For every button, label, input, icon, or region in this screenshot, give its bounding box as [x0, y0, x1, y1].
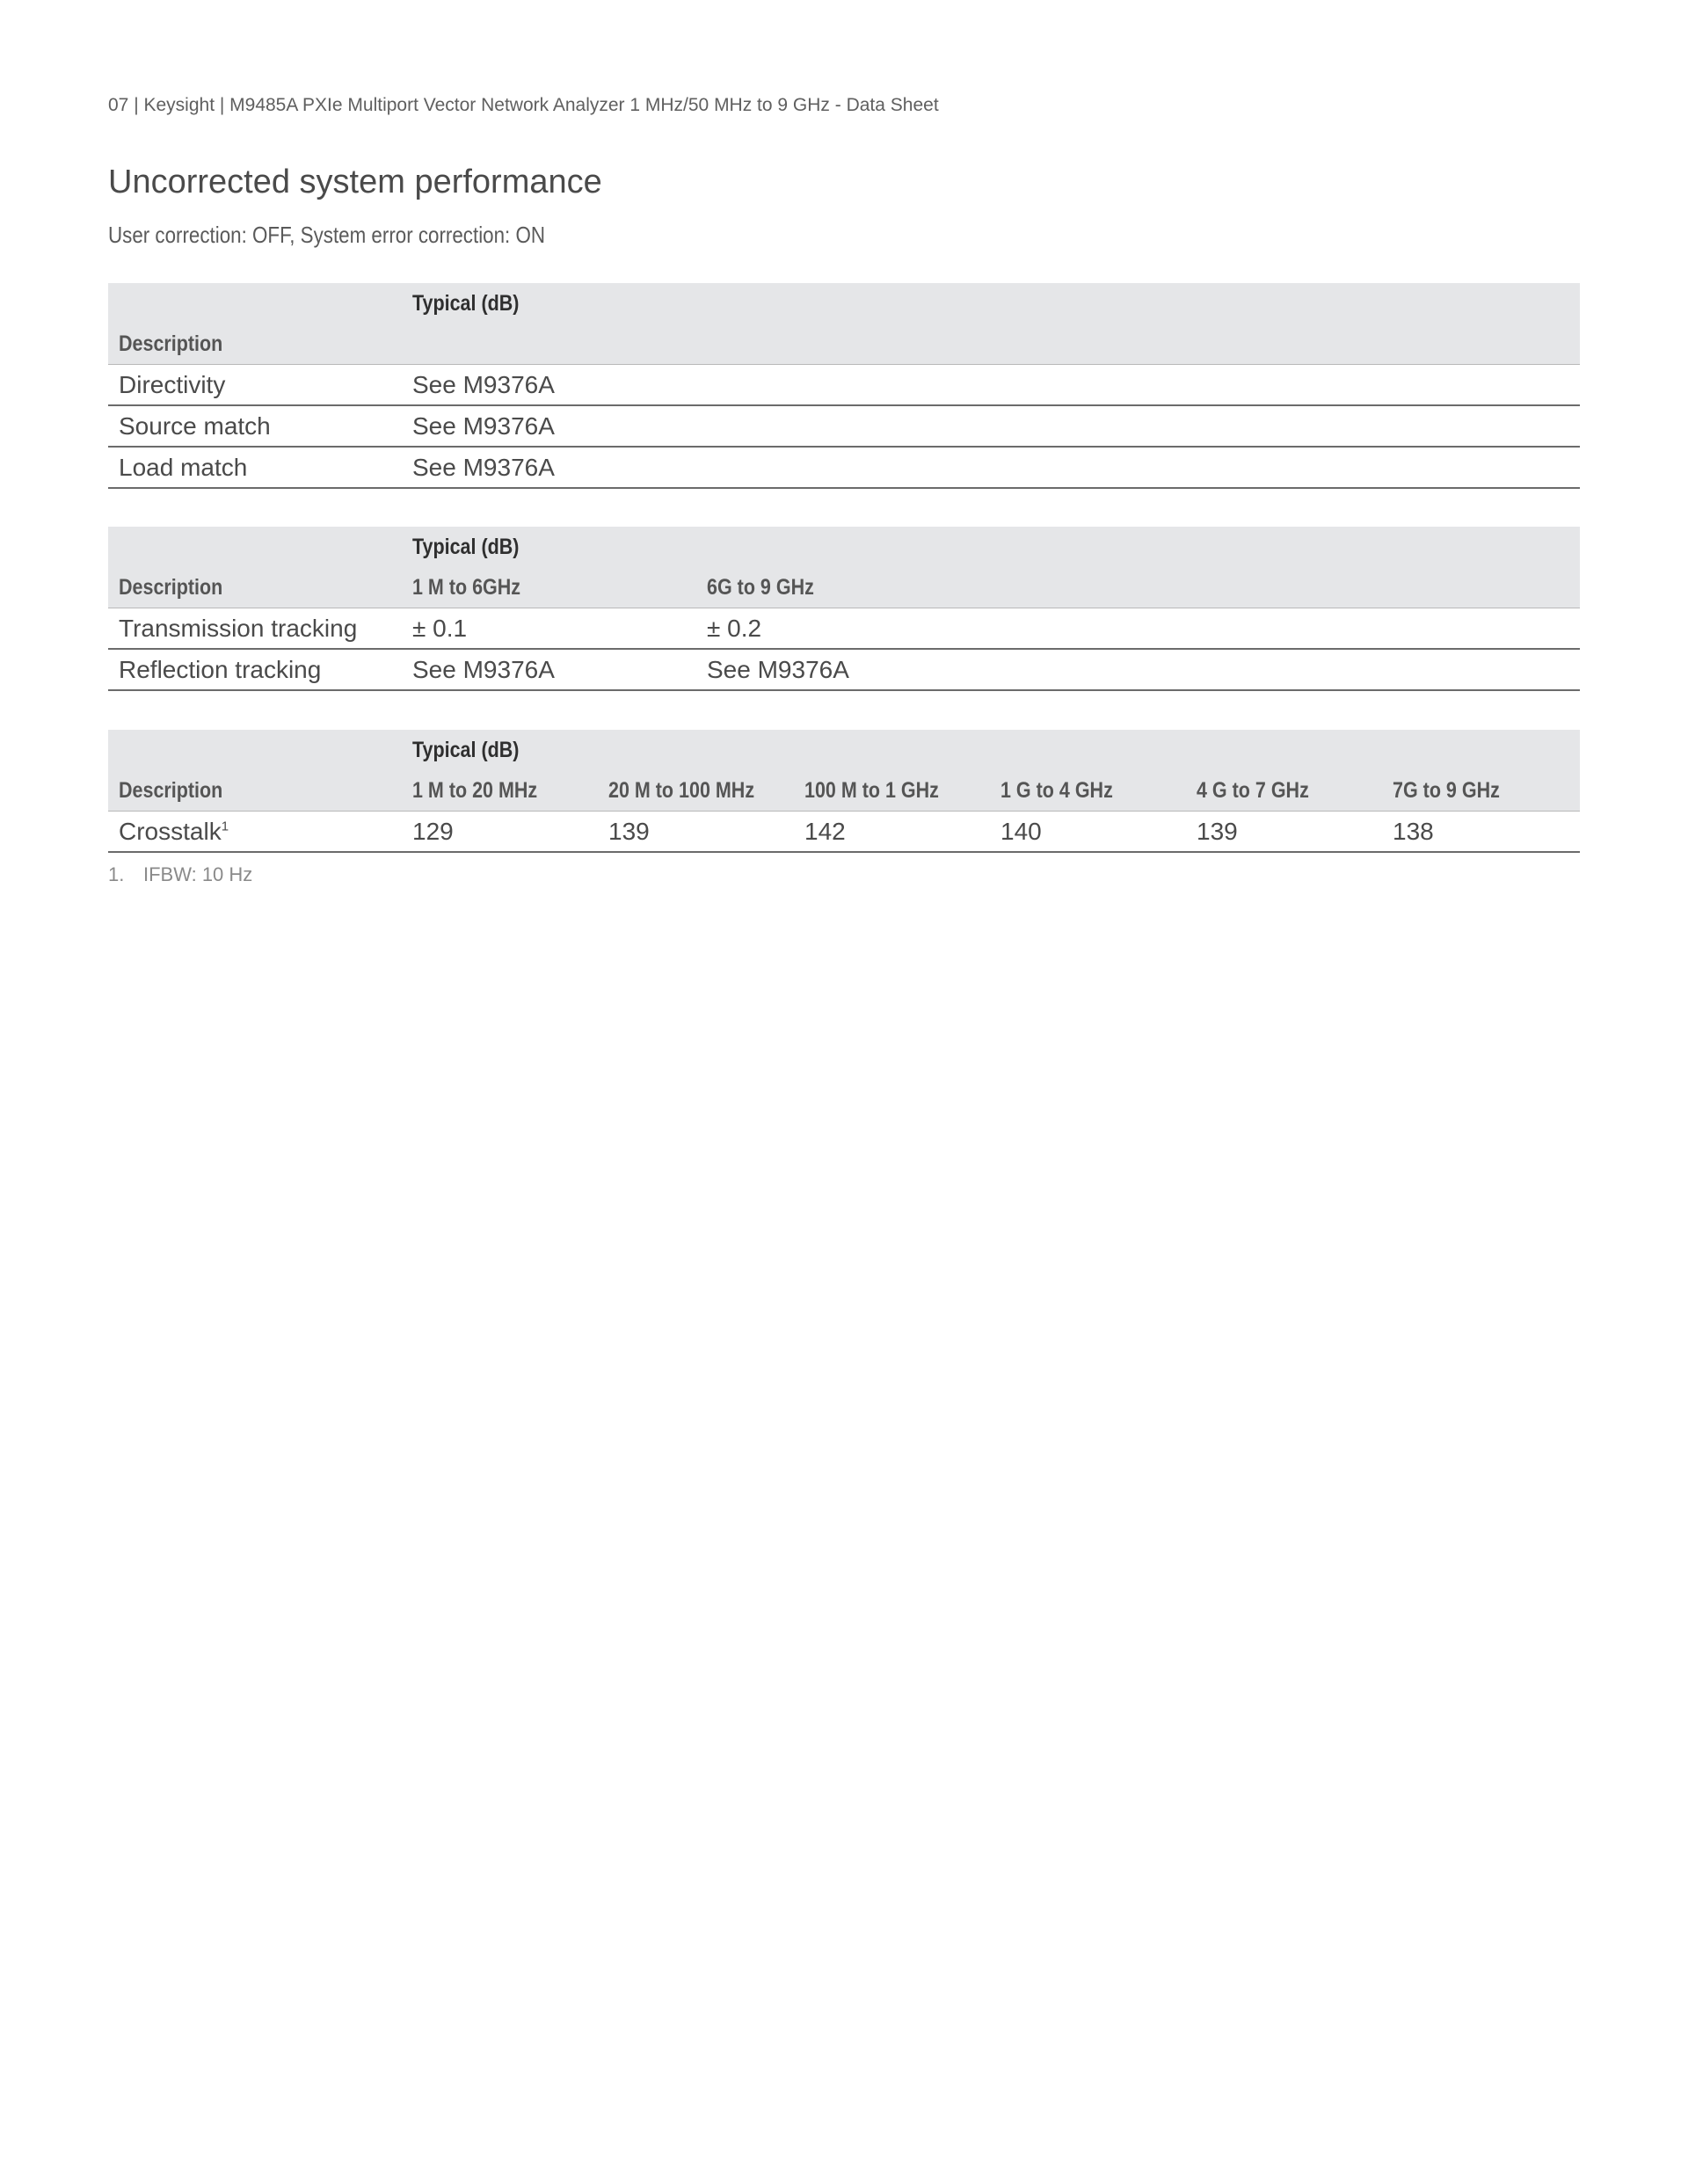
row-description: Transmission tracking	[108, 608, 402, 650]
header-description: Description	[108, 770, 402, 812]
row-description-text: Crosstalk	[119, 817, 222, 845]
header-column: 20 M to 100 MHz	[598, 770, 794, 812]
header-column: 6G to 9 GHz	[696, 567, 1580, 608]
header-description: Description	[108, 567, 402, 608]
header-column: 4 G to 7 GHz	[1186, 770, 1382, 812]
row-value: See M9376A	[402, 649, 696, 690]
row-description	[108, 812, 402, 853]
header-typical: Typical (dB)	[402, 283, 1580, 324]
section-subtitle: User correction: OFF, System error correction: ON	[108, 222, 545, 248]
table-row	[108, 405, 1580, 447]
table-header-row	[108, 283, 1580, 324]
header-column: 1 M to 20 MHz	[402, 770, 598, 812]
header-cell-empty	[108, 730, 402, 770]
header-column: 100 M to 1 GHz	[794, 770, 990, 812]
row-value: 138	[1382, 812, 1580, 853]
footnote-text: IFBW: 10 Hz	[143, 863, 253, 885]
header-cell-empty	[108, 283, 402, 324]
row-value: ± 0.2	[696, 608, 1580, 650]
table-header-row	[108, 567, 1580, 608]
footnote-number: 1.	[108, 863, 125, 885]
row-value: See M9376A	[402, 405, 1580, 447]
row-value: 142	[794, 812, 990, 853]
spec-table-match	[108, 283, 1580, 489]
header-column: 1 M to 6GHz	[402, 567, 696, 608]
header-cell-empty	[108, 527, 402, 567]
row-value: See M9376A	[402, 365, 1580, 406]
section-title: Uncorrected system performance	[108, 164, 602, 200]
table-header-row	[108, 730, 1580, 770]
row-value: 139	[1186, 812, 1382, 853]
row-value: See M9376A	[696, 649, 1580, 690]
table-row	[108, 447, 1580, 488]
footnote	[108, 863, 252, 886]
header-typical: Typical (dB)	[402, 730, 1580, 770]
footnote-ref: 1	[221, 819, 229, 834]
row-description: Source match	[108, 405, 402, 447]
table-row	[108, 812, 1580, 853]
table-header-row	[108, 770, 1580, 812]
spec-table-crosstalk	[108, 730, 1580, 853]
table-row	[108, 649, 1580, 690]
header-typical: Typical (dB)	[402, 527, 1580, 567]
header-column: 7G to 9 GHz	[1382, 770, 1580, 812]
table-header-row	[108, 527, 1580, 567]
row-value: 129	[402, 812, 598, 853]
table-header-row	[108, 324, 1580, 365]
row-value: 139	[598, 812, 794, 853]
header-cell-empty	[402, 324, 1580, 365]
header-column: 1 G to 4 GHz	[990, 770, 1186, 812]
row-description: Reflection tracking	[108, 649, 402, 690]
row-description: Directivity	[108, 365, 402, 406]
running-header: 07 | Keysight | M9485A PXIe Multiport Vector Network Analyzer 1 MHz/50 MHz to 9 GHz - Data Sheet	[108, 95, 939, 115]
table-row	[108, 608, 1580, 650]
row-description: Load match	[108, 447, 402, 488]
row-value: ± 0.1	[402, 608, 696, 650]
row-value: 140	[990, 812, 1186, 853]
spec-table-tracking	[108, 527, 1580, 691]
header-description: Description	[108, 324, 402, 365]
table-row	[108, 365, 1580, 406]
row-value: See M9376A	[402, 447, 1580, 488]
